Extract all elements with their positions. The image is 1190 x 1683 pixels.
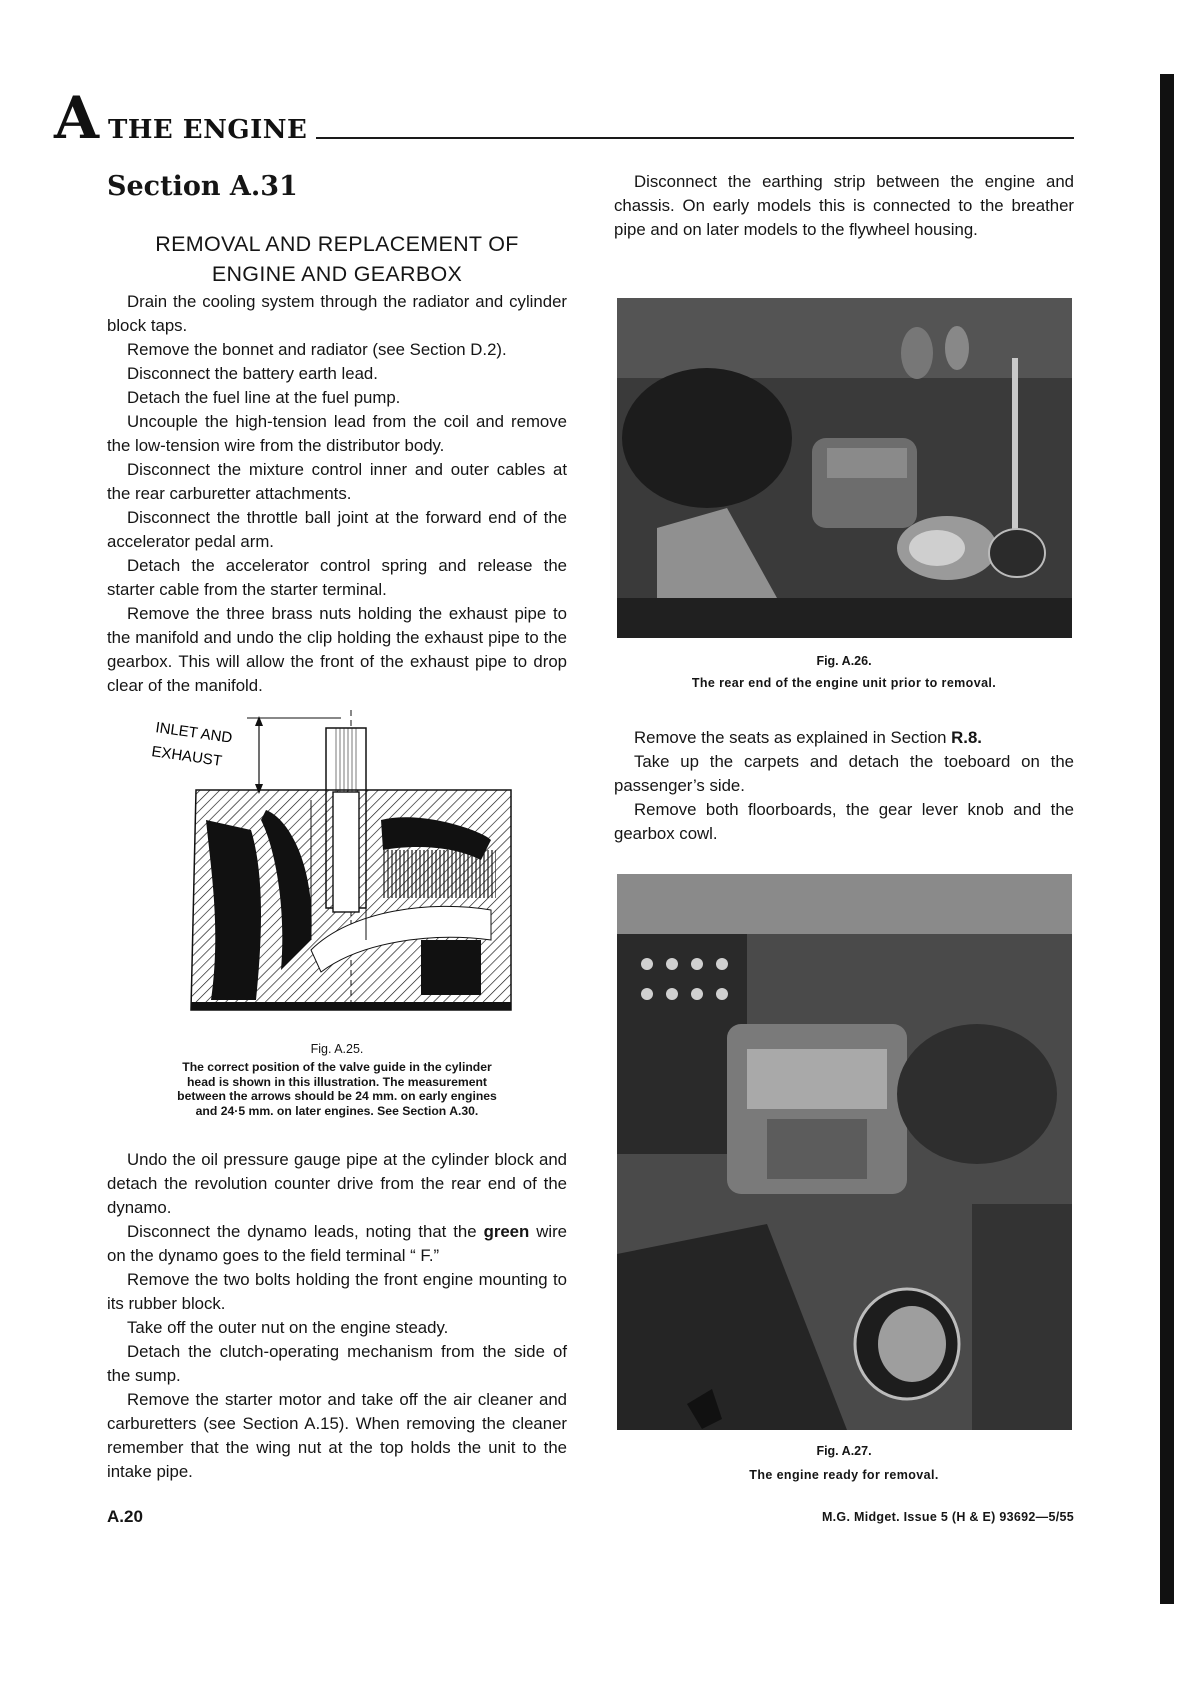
- paragraph: Remove both floorboards, the gear lever knob and the gearbox cowl.: [614, 800, 1074, 843]
- paragraph: Detach the clutch-operating mechanism from the side of the sump.: [107, 1342, 567, 1385]
- figure-a25-diagram: [151, 710, 521, 1020]
- chapter-letter: A: [54, 84, 100, 152]
- paragraph: Remove the bonnet and radiator (see Section D.2).: [127, 340, 507, 359]
- figure-a26-caption: The rear end of the engine unit prior to removal.: [691, 676, 997, 690]
- figure-a27-caption: The engine ready for removal.: [749, 1468, 939, 1482]
- paragraph: Take off the outer nut on the engine steady.: [127, 1318, 449, 1337]
- figure-a25-caption-line: between the arrows should be 24 mm. on early engines: [177, 1089, 497, 1103]
- paragraph-remove-seats: Remove the seats as explained in Section R.8.: [634, 728, 982, 747]
- paragraph: Disconnect the battery earth lead.: [127, 364, 378, 383]
- right-column: [614, 170, 1074, 242]
- page-number: A.20: [107, 1507, 143, 1526]
- right-column-middle: [614, 726, 1074, 846]
- figure-a26-label: Fig. A.26.: [816, 654, 872, 668]
- paragraph: Remove the starter motor and take off the air cleaner and carburetters (see Section A.15). When removing the cleaner remember that the wing nut at the top holds the unit to the intake pipe.: [107, 1390, 567, 1481]
- figure-a25-caption-line: The correct position of the valve guide in the cylinder: [182, 1060, 492, 1074]
- paragraph: Disconnect the mixture control inner and outer cables at the rear carburetter attachments.: [107, 460, 567, 503]
- figure-a27-label: Fig. A.27.: [816, 1444, 872, 1458]
- paragraph: Detach the fuel line at the fuel pump.: [127, 388, 401, 407]
- page-edge-bar: [1160, 74, 1174, 1604]
- paragraph: Undo the oil pressure gauge pipe at the cylinder block and detach the revolution counter drive from the rear end of the dynamo.: [107, 1150, 567, 1217]
- paragraph: Detach the accelerator control spring and release the starter cable from the starter terminal.: [107, 556, 567, 599]
- paragraph-dynamo-leads: Disconnect the dynamo leads, noting that the green wire on the dynamo goes to the field terminal “ F.”: [107, 1222, 567, 1265]
- figure-a27-photo: [617, 874, 1072, 1430]
- paragraph: Take up the carpets and detach the toeboard on the passenger’s side.: [614, 752, 1074, 795]
- paragraph: Drain the cooling system through the radiator and cylinder block taps.: [107, 292, 567, 335]
- subheading-line-2: ENGINE AND GEARBOX: [211, 262, 463, 286]
- diagram-annotation-1: INLET AND: [154, 719, 234, 747]
- subheading-line-1: REMOVAL AND REPLACEMENT OF: [155, 232, 519, 256]
- left-column-lower: [107, 1148, 567, 1484]
- paragraph: Disconnect the throttle ball joint at the forward end of the accelerator pedal arm.: [107, 508, 567, 551]
- paragraph: Disconnect the earthing strip between the engine and chassis. On early models this is connected to the breather pipe and on later models to the flywheel housing.: [614, 172, 1074, 239]
- figure-a26-photo: [617, 298, 1072, 638]
- header-rule: [316, 137, 1074, 139]
- publication-footer: M.G. Midget. Issue 5 (H & E) 93692—5/55: [821, 1510, 1074, 1524]
- left-column: [107, 170, 567, 698]
- chapter-header: [54, 84, 1074, 152]
- figure-a25-caption: [132, 1060, 542, 1118]
- figure-a25-label: Fig. A.25.: [310, 1042, 364, 1056]
- figure-a25-caption-line: and 24·5 mm. on later engines. See Section A.30.: [195, 1103, 479, 1118]
- section-heading: Section A.31: [107, 171, 298, 202]
- diagram-annotation-2: EXHAUST: [151, 743, 223, 770]
- figure-a25-caption-line: head is shown in this illustration. The measurement: [186, 1074, 487, 1089]
- paragraph: Remove the two bolts holding the front engine mounting to its rubber block.: [107, 1270, 567, 1313]
- paragraph: Remove the three brass nuts holding the exhaust pipe to the manifold and undo the clip holding the exhaust pipe to the gearbox. This will allow the front of the exhaust pipe to drop clear of the manifold.: [107, 604, 567, 695]
- chapter-title: THE ENGINE: [108, 115, 308, 145]
- paragraph: Uncouple the high-tension lead from the coil and remove the low-tension wire from the distributor body.: [107, 412, 567, 455]
